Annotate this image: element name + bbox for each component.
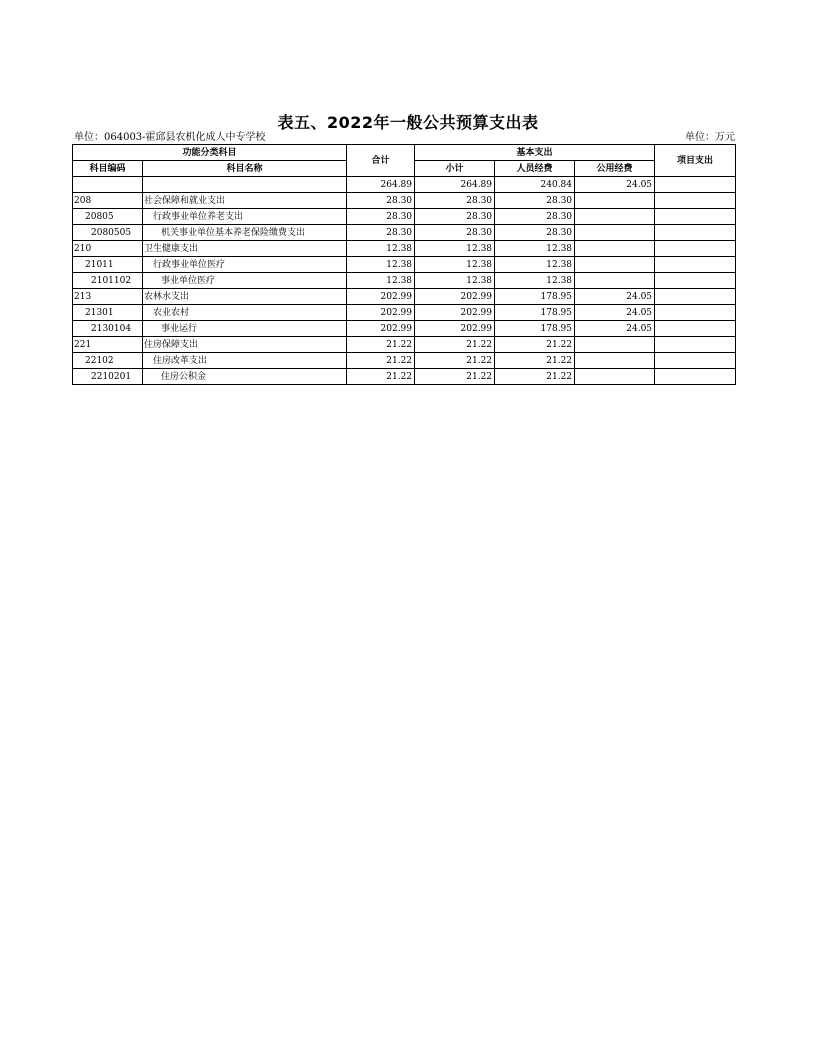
subject-name-header: 科目名称 <box>143 161 347 177</box>
public-funds-cell <box>575 209 655 225</box>
project-expenditure-cell <box>655 337 736 353</box>
subtotal-cell: 21.22 <box>415 369 495 385</box>
total-cell: 202.99 <box>347 289 415 305</box>
total-cell: 21.22 <box>347 369 415 385</box>
public-funds-cell: 24.05 <box>575 321 655 337</box>
total-cell: 21.22 <box>347 337 415 353</box>
personnel-cell: 178.95 <box>495 305 575 321</box>
personnel-cell: 178.95 <box>495 289 575 305</box>
total-cell: 21.22 <box>347 353 415 369</box>
subject-code-cell <box>73 177 143 193</box>
subject-name-cell: 行政事业单位医疗 <box>143 257 347 273</box>
public-funds-cell <box>575 337 655 353</box>
subject-name-cell: 卫生健康支出 <box>143 241 347 257</box>
basic-expenditure-header: 基本支出 <box>415 145 655 161</box>
personnel-cell: 21.22 <box>495 337 575 353</box>
project-expenditure-cell <box>655 369 736 385</box>
project-expenditure-cell <box>655 305 736 321</box>
subject-name-cell: 事业运行 <box>143 321 347 337</box>
subtotal-cell: 202.99 <box>415 305 495 321</box>
personnel-cell: 28.30 <box>495 225 575 241</box>
subject-code-header: 科目编码 <box>73 161 143 177</box>
personnel-cell: 12.38 <box>495 273 575 289</box>
personnel-cell: 178.95 <box>495 321 575 337</box>
personnel-cell: 21.22 <box>495 353 575 369</box>
subject-name-cell: 农业农村 <box>143 305 347 321</box>
project-expenditure-cell <box>655 209 736 225</box>
table-row <box>73 225 736 241</box>
subject-name-cell: 机关事业单位基本养老保险缴费支出 <box>143 225 347 241</box>
public-funds-cell <box>575 225 655 241</box>
total-cell: 202.99 <box>347 305 415 321</box>
subtotal-cell: 202.99 <box>415 289 495 305</box>
project-expenditure-cell <box>655 177 736 193</box>
project-expenditure-cell <box>655 273 736 289</box>
subtotal-cell: 202.99 <box>415 321 495 337</box>
subject-code-cell: 213 <box>73 289 143 305</box>
subtotal-header: 小计 <box>415 161 495 177</box>
subject-name-cell: 社会保障和就业支出 <box>143 193 347 209</box>
personnel-cell: 12.38 <box>495 257 575 273</box>
public-funds-cell <box>575 369 655 385</box>
total-cell: 12.38 <box>347 273 415 289</box>
project-expenditure-cell <box>655 257 736 273</box>
subtotal-cell: 12.38 <box>415 257 495 273</box>
total-cell: 12.38 <box>347 241 415 257</box>
table-row <box>73 353 736 369</box>
total-cell: 28.30 <box>347 225 415 241</box>
subject-code-cell: 2130104 <box>73 321 143 337</box>
organization-unit-label: 单位：064003-霍邱县农机化成人中专学校 <box>74 132 266 143</box>
public-funds-cell <box>575 193 655 209</box>
subject-name-cell: 住房改革支出 <box>143 353 347 369</box>
subject-code-cell: 208 <box>73 193 143 209</box>
personnel-cell: 21.22 <box>495 369 575 385</box>
total-header: 合计 <box>347 145 415 177</box>
public-funds-cell <box>575 273 655 289</box>
personnel-cell: 28.30 <box>495 193 575 209</box>
subject-name-cell: 住房保障支出 <box>143 337 347 353</box>
total-cell: 28.30 <box>347 209 415 225</box>
functional-category-header: 功能分类科目 <box>73 145 347 161</box>
subject-name-cell: 住房公积金 <box>143 369 347 385</box>
budget-expenditure-table <box>72 144 736 385</box>
public-funds-cell: 24.05 <box>575 177 655 193</box>
subtotal-cell: 21.22 <box>415 337 495 353</box>
subtotal-cell: 28.30 <box>415 193 495 209</box>
subtotal-cell: 28.30 <box>415 225 495 241</box>
personnel-cell: 240.84 <box>495 177 575 193</box>
subject-code-cell: 21011 <box>73 257 143 273</box>
public-funds-cell <box>575 353 655 369</box>
table-body <box>73 177 736 385</box>
total-cell: 28.30 <box>347 193 415 209</box>
subject-code-cell: 21301 <box>73 305 143 321</box>
project-expenditure-cell <box>655 225 736 241</box>
subject-name-cell: 行政事业单位养老支出 <box>143 209 347 225</box>
personnel-cell: 28.30 <box>495 209 575 225</box>
table-row <box>73 273 736 289</box>
table-row <box>73 209 736 225</box>
project-expenditure-cell <box>655 241 736 257</box>
public-funds-cell <box>575 241 655 257</box>
page-title: 表五、2022年一般公共预算支出表 <box>277 113 539 132</box>
table-row <box>73 321 736 337</box>
table-row <box>73 305 736 321</box>
subject-name-cell <box>143 177 347 193</box>
table-row <box>73 289 736 305</box>
table-row <box>73 369 736 385</box>
subject-code-cell: 2210201 <box>73 369 143 385</box>
subtotal-cell: 21.22 <box>415 353 495 369</box>
subject-code-cell: 2080505 <box>73 225 143 241</box>
subject-code-cell: 221 <box>73 337 143 353</box>
subject-code-cell: 20805 <box>73 209 143 225</box>
subject-name-cell: 农林水支出 <box>143 289 347 305</box>
table-row <box>73 257 736 273</box>
total-cell: 12.38 <box>347 257 415 273</box>
project-expenditure-cell <box>655 321 736 337</box>
subtotal-cell: 12.38 <box>415 273 495 289</box>
personnel-cell: 12.38 <box>495 241 575 257</box>
public-funds-cell <box>575 257 655 273</box>
public-funds-header: 公用经费 <box>575 161 655 177</box>
project-expenditure-cell <box>655 193 736 209</box>
table-row <box>73 337 736 353</box>
total-cell: 202.99 <box>347 321 415 337</box>
project-expenditure-header: 项目支出 <box>655 145 736 177</box>
total-cell: 264.89 <box>347 177 415 193</box>
personnel-header: 人员经费 <box>495 161 575 177</box>
subtotal-cell: 28.30 <box>415 209 495 225</box>
subject-name-cell: 事业单位医疗 <box>143 273 347 289</box>
subject-code-cell: 22102 <box>73 353 143 369</box>
table-row <box>73 241 736 257</box>
subject-code-cell: 2101102 <box>73 273 143 289</box>
subtotal-cell: 12.38 <box>415 241 495 257</box>
project-expenditure-cell <box>655 353 736 369</box>
table-row <box>73 193 736 209</box>
project-expenditure-cell <box>655 289 736 305</box>
public-funds-cell: 24.05 <box>575 289 655 305</box>
currency-unit-label: 单位：万元 <box>685 132 735 143</box>
public-funds-cell: 24.05 <box>575 305 655 321</box>
table-row <box>73 177 736 193</box>
subject-code-cell: 210 <box>73 241 143 257</box>
subtotal-cell: 264.89 <box>415 177 495 193</box>
